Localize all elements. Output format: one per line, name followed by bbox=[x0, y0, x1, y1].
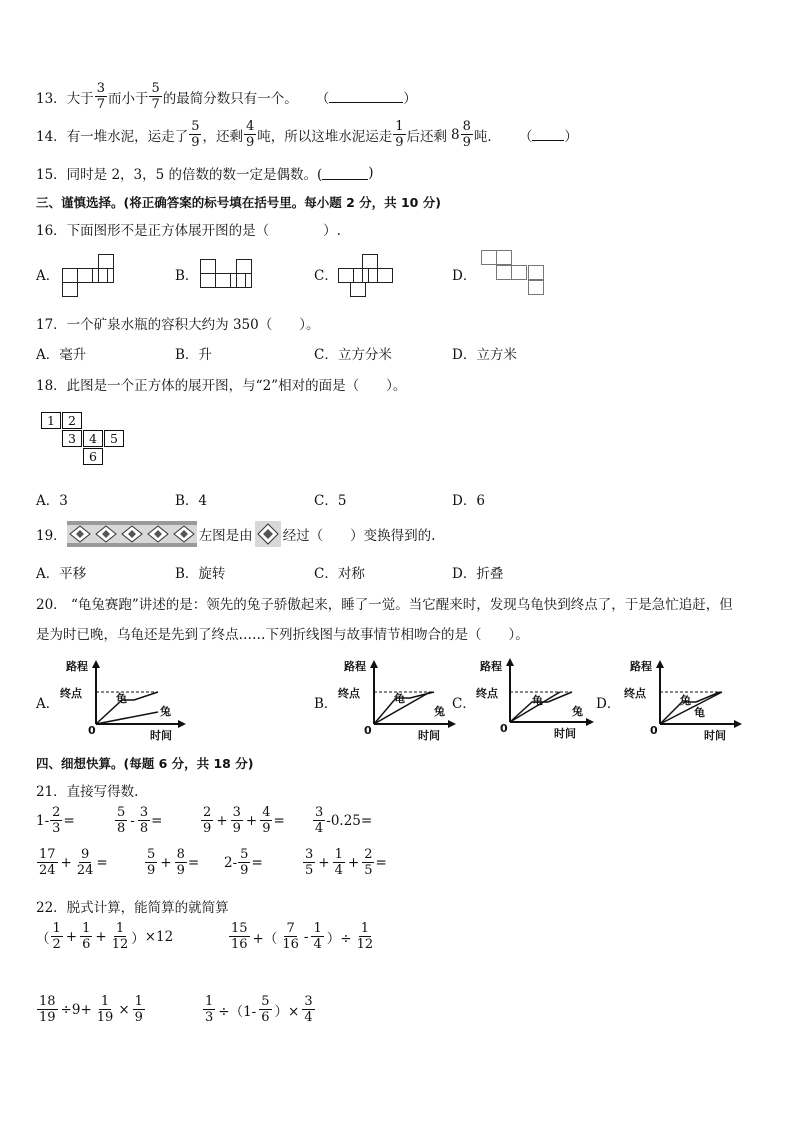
question-20-line2: 是为时已晚，乌龟还是先到了终点……下列折线图与故事情节相吻合的是（ ）。 bbox=[36, 627, 529, 643]
option-19a[interactable]: A．平移 bbox=[36, 566, 87, 582]
fraction: $\frac{5}{9}$ bbox=[191, 119, 200, 150]
question-16: 16．下面图形不是正方体展开图的是（ ）. bbox=[36, 223, 341, 239]
option-16a[interactable]: A． bbox=[36, 268, 60, 284]
option-19d[interactable]: D．折叠 bbox=[452, 566, 504, 582]
graph-c: 路程 终点 龟 兔 0 时间 bbox=[476, 656, 596, 740]
section-4-title: 四、细想快算。(每题 6 分，共 18 分) bbox=[36, 756, 254, 771]
option-16c[interactable]: C． bbox=[314, 268, 338, 284]
fraction: $\frac{5}{7}$ bbox=[151, 81, 160, 112]
option-18d[interactable]: D．6 bbox=[452, 493, 485, 509]
graph-a: 路程 终点 龟 兔 0 时间 bbox=[60, 658, 190, 740]
question-19: 19． 左图是由 经过（ ）变换得到的. bbox=[36, 521, 435, 547]
option-20c[interactable]: C． bbox=[452, 696, 476, 712]
graph-d: 路程 终点 兔 龟 0 时间 bbox=[624, 658, 744, 740]
option-17c[interactable]: C．立方分米 bbox=[314, 347, 392, 363]
option-20b[interactable]: B． bbox=[314, 696, 338, 712]
q21-expr-7: 2- $\frac{5}{9}$ = bbox=[224, 847, 263, 878]
option-16b[interactable]: B． bbox=[175, 268, 199, 284]
option-20a[interactable]: A． bbox=[36, 696, 60, 712]
question-13: 13． 大于 $\frac{3}{7}$ 而小于 $\frac{5}{7}$ 的最简分数只有一个。 （ ） bbox=[36, 81, 417, 112]
question-22: 22．脱式计算，能简算的就简算 bbox=[36, 900, 229, 916]
q21-expr-4: $\frac{3}{4}$ -0.25= bbox=[315, 805, 373, 836]
q22-expr-4: $\frac{1}{3}$ ÷（1- $\frac{5}{6}$ ）× $\frac{3}{4}$ bbox=[205, 994, 313, 1025]
option-18a[interactable]: A．3 bbox=[36, 493, 68, 509]
question-18: 18．此图是一个正方体的展开图，与“2”相对的面是（ ）。 bbox=[36, 378, 407, 394]
option-17d[interactable]: D．立方米 bbox=[452, 347, 517, 363]
q22-expr-2: $\frac{15}{16}$ +（ $\frac{7}{16}$ - $\frac{1}{4}$ ）÷ $\frac{1}{12}$ bbox=[231, 921, 374, 952]
q21-expr-8: $\frac{3}{5}$ + $\frac{1}{4}$ + $\frac{2}{5}$ = bbox=[305, 847, 387, 878]
fraction: $\frac{3}{7}$ bbox=[96, 81, 105, 112]
q21-expr-2: $\frac{5}{8}$ - $\frac{3}{8}$ = bbox=[117, 805, 163, 836]
question-21: 21．直接写得数. bbox=[36, 784, 139, 800]
question-15: 15．同时是 2，3，5 的倍数的数一定是偶数。( ) bbox=[36, 165, 374, 183]
option-20d[interactable]: D． bbox=[596, 696, 621, 712]
q21-expr-1: 1- $\frac{2}{3}$ = bbox=[36, 805, 75, 836]
option-19c[interactable]: C．对称 bbox=[314, 566, 365, 582]
answer-blank[interactable] bbox=[322, 167, 368, 180]
pattern-strip-image bbox=[67, 521, 197, 547]
q21-expr-6: $\frac{5}{9}$ + $\frac{8}{9}$ = bbox=[147, 847, 200, 878]
fraction: $\frac{1}{9}$ bbox=[395, 119, 404, 150]
graph-b: 路程 终点 龟 兔 0 时间 bbox=[338, 658, 458, 740]
answer-blank[interactable] bbox=[532, 128, 564, 141]
q21-expr-5: $\frac{17}{24}$ + $\frac{9}{24}$ = bbox=[39, 847, 108, 878]
fraction: $\frac{8}{9}$ bbox=[462, 119, 471, 150]
question-17: 17．一个矿泉水瓶的容积大约为 350（ ）。 bbox=[36, 317, 320, 333]
q22-expr-1: （ $\frac{1}{2}$ + $\frac{1}{6}$ + $\frac{1}{12}$ ） ×12 bbox=[36, 921, 174, 952]
option-16d[interactable]: D． bbox=[452, 268, 477, 284]
option-17b[interactable]: B．升 bbox=[175, 347, 212, 363]
option-17a[interactable]: A．毫升 bbox=[36, 347, 87, 363]
section-3-title: 三、谨慎选择。(将正确答案的标号填在括号里。每小题 2 分，共 10 分) bbox=[36, 195, 441, 210]
option-18b[interactable]: B．4 bbox=[175, 493, 208, 509]
question-14: 14． 有一堆水泥，运走了 $\frac{5}{9}$ ，还剩 $\frac{4}{9}$ 吨，所以这堆水泥运走 $\frac{1}{9}$ 后还剩 8 $\frac{8}{9}$ 吨． （ ） bbox=[36, 119, 578, 150]
question-20-line1: 20． “龟兔赛跑”讲述的是：领先的兔子骄傲起来，睡了一觉。当它醒来时，发现乌龟快到终点了，于是急忙追赶，但 bbox=[36, 597, 733, 613]
diamond-unit-image bbox=[255, 521, 281, 547]
answer-blank[interactable] bbox=[329, 90, 403, 103]
q22-expr-3: $\frac{18}{19}$ ÷9+ $\frac{1}{19}$ × $\frac{1}{9}$ bbox=[39, 994, 143, 1025]
fraction: $\frac{4}{9}$ bbox=[245, 119, 255, 150]
q21-expr-3: $\frac{2}{9}$ + $\frac{3}{9}$ + $\frac{4}{9}$ = bbox=[203, 805, 285, 836]
option-19b[interactable]: B．旋转 bbox=[175, 566, 226, 582]
option-18c[interactable]: C．5 bbox=[314, 493, 347, 509]
